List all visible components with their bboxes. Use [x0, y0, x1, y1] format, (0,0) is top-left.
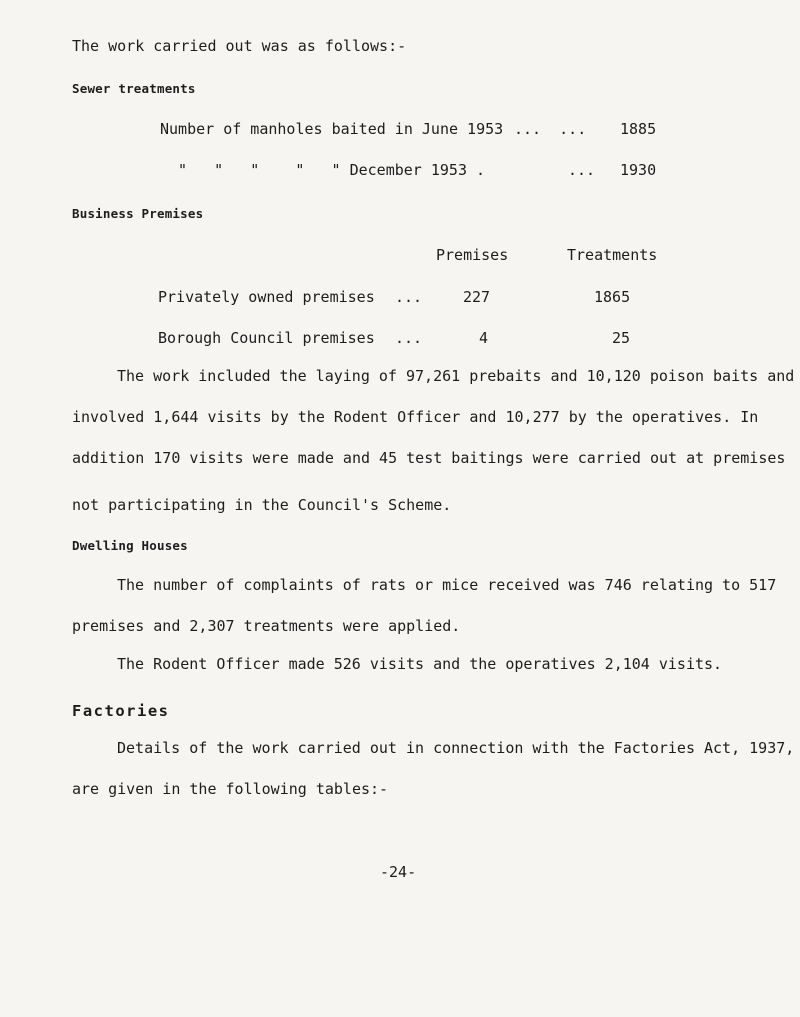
sewer-row-dots: ... [568, 161, 596, 179]
business-row-dots: ... [395, 329, 423, 347]
business-row-label: Privately owned premises [158, 288, 375, 306]
business-row-treatments: 25 [612, 329, 631, 347]
paragraph-line: The number of complaints of rats or mice received was 746 relating to 517 [117, 576, 777, 594]
business-row-dots: ... [395, 288, 423, 306]
sewer-row-label: Number of manholes baited in June 1953 [160, 120, 504, 138]
intro-text: The work carried out was as follows:- [72, 37, 407, 55]
sewer-row-value: 1930 [620, 161, 657, 179]
sewer-heading: Sewer treatments [72, 81, 196, 96]
business-heading: Business Premises [72, 206, 204, 221]
page-number: -24- [380, 863, 417, 881]
paragraph-line: are given in the following tables:- [72, 780, 389, 798]
sewer-row-dots: ... ... [514, 120, 587, 138]
paragraph-line: The work included the laying of 97,261 prebaits and 10,120 poison baits and [117, 367, 795, 385]
business-row-label: Borough Council premises [158, 329, 375, 347]
paragraph-line: addition 170 visits were made and 45 test baitings were carried out at premises [72, 449, 786, 467]
business-col-premises: Premises [436, 246, 509, 264]
sewer-row-value: 1885 [620, 120, 657, 138]
business-row-premises: 4 [479, 329, 489, 347]
business-row-treatments: 1865 [594, 288, 631, 306]
paragraph-line: involved 1,644 visits by the Rodent Officer and 10,277 by the operatives. In [72, 408, 759, 426]
business-row-premises: 227 [463, 288, 491, 306]
dwelling-visits: The Rodent Officer made 526 visits and the operatives 2,104 visits. [117, 655, 723, 673]
paragraph-line: not participating in the Council's Scheme. [72, 496, 452, 514]
sewer-row-label: " " " " " December 1953 . [178, 161, 486, 179]
factories-heading: Factories [72, 702, 170, 720]
business-col-treatments: Treatments [567, 246, 658, 264]
paragraph-line: premises and 2,307 treatments were applied. [72, 617, 461, 635]
paragraph-line: Details of the work carried out in connection with the Factories Act, 1937, [117, 739, 795, 757]
dwelling-heading: Dwelling Houses [72, 538, 188, 553]
